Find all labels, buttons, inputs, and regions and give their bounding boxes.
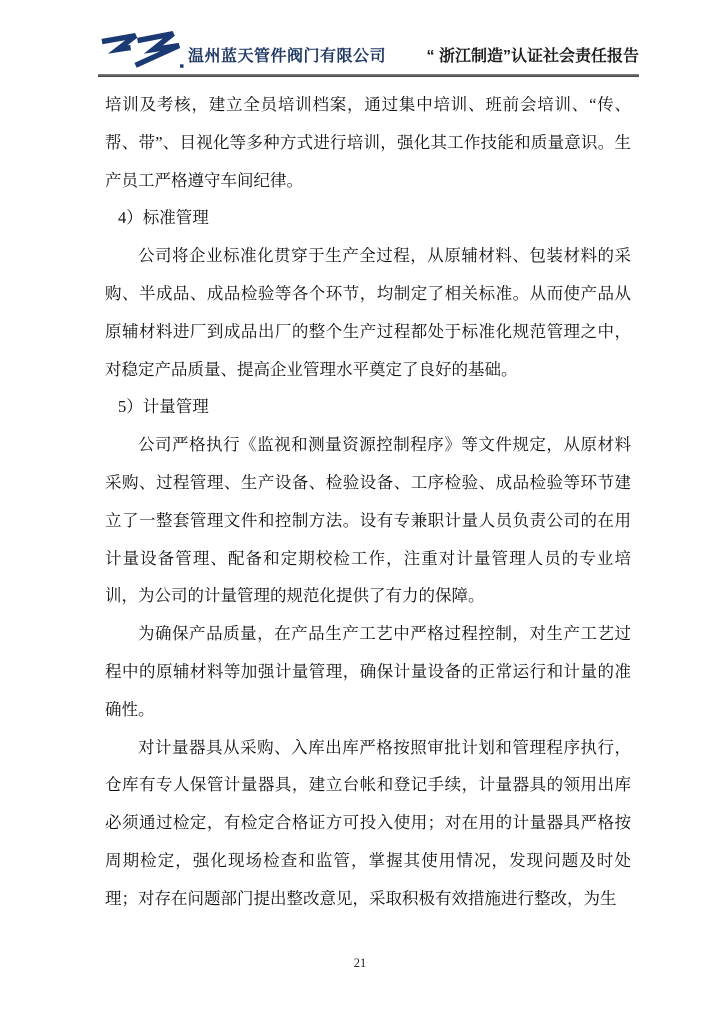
- page-number: 21: [353, 956, 367, 970]
- page-header: [98, 28, 639, 71]
- company-name: 温州蓝天管件阀门有限公司: [188, 48, 387, 65]
- page-footer: [0, 956, 720, 971]
- body-paragraph: 公司严格执行《监视和测量资源控制程序》等文件规定，从原材料采购、过程管理、生产设备、检验设备、工序检验、成品检验等环节建立了一整套管理文件和控制方法。设有专兼职计量人员负责公司的在用计量设备管理、配备和定期校检工作，注重对计量管理人员的专业培训，为公司的计量管理的规范化提供了有力的保障。: [105, 435, 631, 606]
- feilong-logo-icon: [98, 28, 185, 71]
- body-paragraph: 对计量器具从采购、入库出库严格按照审批计划和管理程序执行，仓库有专人保管计量器具，建立台帐和登记手续，计量器具的领用出库必须通过检定，有检定合格证方可投入使用；对在用的计量器具严格按周期检定，强化现场检查和监管，掌握其使用情况，发现问题及时处理；对存在问题部门提出整改意见，采取积极有效措施进行整改，为生: [105, 737, 631, 908]
- body-paragraph: 公司将企业标准化贯穿于生产全过程，从原辅材料、包装材料的采购、半成品、成品检验等各个环节，均制定了相关标准。从而使产品从原辅材料进厂到成品出厂的整个生产过程都处于标准化规范管理之中，对稳定产品质量、提高企业管理水平奠定了良好的基础。: [105, 246, 631, 379]
- section-heading: 4）标准管理: [118, 208, 209, 228]
- body-paragraph: 培训及考核，建立全员培训档案，通过集中培训、班前会培训、“传、帮、带”、目视化等多种方式进行培训，强化其工作技能和质量意识。生产员工严格遵守车间纪律。: [105, 95, 631, 190]
- document-body: [105, 86, 631, 918]
- header-left: [98, 28, 386, 71]
- body-paragraph: 为确保产品质量，在产品生产工艺中严格过程控制，对生产工艺过程中的原辅材料等加强计量管理，确保计量设备的正常运行和计量的准确性。: [105, 624, 631, 719]
- report-title: “ 浙江制造”认证社会责任报告: [426, 48, 639, 65]
- header-divider: [98, 74, 639, 77]
- section-heading: 5）计量管理: [118, 397, 209, 417]
